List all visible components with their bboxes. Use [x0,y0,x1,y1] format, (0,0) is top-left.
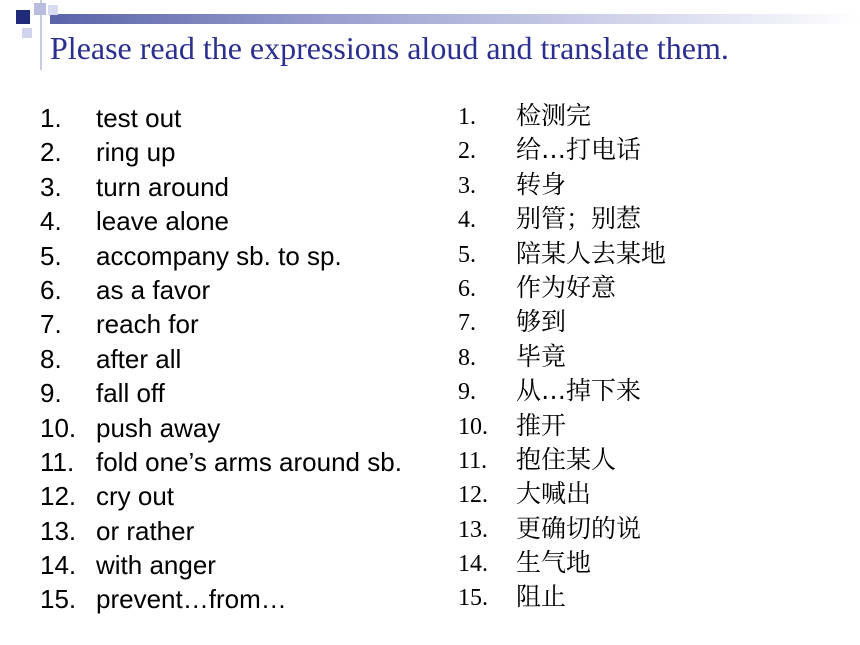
item-number: 12. [458,482,488,509]
translation-text: 阻止 [516,582,567,612]
list-item [458,443,666,477]
list-item [40,239,402,273]
item-number: 8. [458,344,476,371]
list-item [458,546,666,580]
expression-text: or rather [96,515,195,546]
item-number: 9. [40,378,62,409]
item-number: 14. [40,550,77,581]
list-item [40,101,402,135]
item-number: 10. [40,412,77,443]
expression-text: fall off [96,378,165,409]
item-number: 15. [40,584,77,615]
item-number: 11. [40,446,75,477]
list-item [40,170,402,204]
translation-text: 陪某人去某地 [516,238,667,268]
item-number: 11. [458,447,488,474]
expression-text: ring up [96,137,176,168]
item-number: 1. [40,103,62,133]
list-item [458,237,666,271]
expression-text: leave alone [96,206,229,237]
list-item [40,135,402,169]
item-number: 5. [40,240,62,271]
list-item [458,99,666,133]
expression-text: fold one’s arms around sb. [96,446,402,477]
expression-text: cry out [96,481,175,512]
item-number: 7. [458,310,476,337]
item-number: 9. [458,379,476,406]
list-item [40,445,402,479]
item-number: 6. [458,275,476,302]
expression-text: turn around [96,171,229,202]
expression-text: reach for [96,309,199,340]
translation-text: 毕竟 [516,341,567,371]
translation-text: 转身 [516,169,567,199]
item-number: 6. [40,274,62,305]
translation-text: 够到 [516,307,567,337]
expression-text: as a favor [96,274,211,305]
list-item [458,305,666,339]
list-item [458,271,666,305]
item-number: 13. [458,516,488,543]
item-number: 2. [40,137,62,168]
translation-text: 检测完 [516,101,592,130]
list-item [40,273,402,307]
item-number: 4. [458,207,476,234]
expression-text: test out [96,103,182,133]
item-number: 15. [458,585,488,612]
translation-text: 更确切的说 [516,513,642,543]
item-number: 5. [458,241,476,268]
list-item [40,514,402,548]
list-item [458,202,666,236]
list-item [458,580,666,614]
list-item [40,376,402,410]
list-item [458,477,666,511]
header-gradient-bar [50,14,860,24]
item-number: 1. [458,104,476,130]
list-item [40,582,402,616]
item-number: 4. [40,206,62,237]
expression-text: prevent…from… [96,584,287,615]
list-item [40,548,402,582]
item-number: 2. [458,138,476,165]
list-item [40,411,402,445]
item-number: 14. [458,551,488,578]
list-item [458,374,666,408]
translation-text: 从…掉下来 [516,376,642,406]
item-number: 13. [40,515,77,546]
list-item [40,307,402,341]
header-square-dark [16,10,30,24]
item-number: 3. [458,172,476,199]
translation-text: 生气地 [516,548,592,578]
translation-text: 别管；别惹 [516,204,642,234]
item-number: 3. [40,171,62,202]
item-number: 7. [40,309,62,340]
list-item [40,342,402,376]
item-number: 12. [40,481,77,512]
list-item [40,479,402,513]
header-square-small [22,28,32,38]
list-item [458,512,666,546]
translation-text: 推开 [516,410,567,440]
item-number: 10. [458,413,488,440]
header-square-pale [48,5,58,15]
translation-text: 给…打电话 [516,135,642,165]
expression-text: push away [96,412,221,443]
expression-text: accompany sb. to sp. [96,240,342,271]
list-item [40,204,402,238]
translation-text: 作为好意 [516,272,617,302]
translation-text: 大喊出 [516,479,592,509]
expression-text: after all [96,343,182,374]
list-item [458,133,666,167]
chinese-translation-list [458,99,666,615]
translation-text: 抱住某人 [516,444,617,474]
list-item [458,340,666,374]
item-number: 8. [40,343,62,374]
list-item [458,409,666,443]
slide-title: Please read the expressions aloud and translate them. [50,30,729,66]
expression-text: with anger [96,550,216,581]
header-square-light [34,3,46,15]
english-expression-list [40,101,402,617]
list-item [458,168,666,202]
